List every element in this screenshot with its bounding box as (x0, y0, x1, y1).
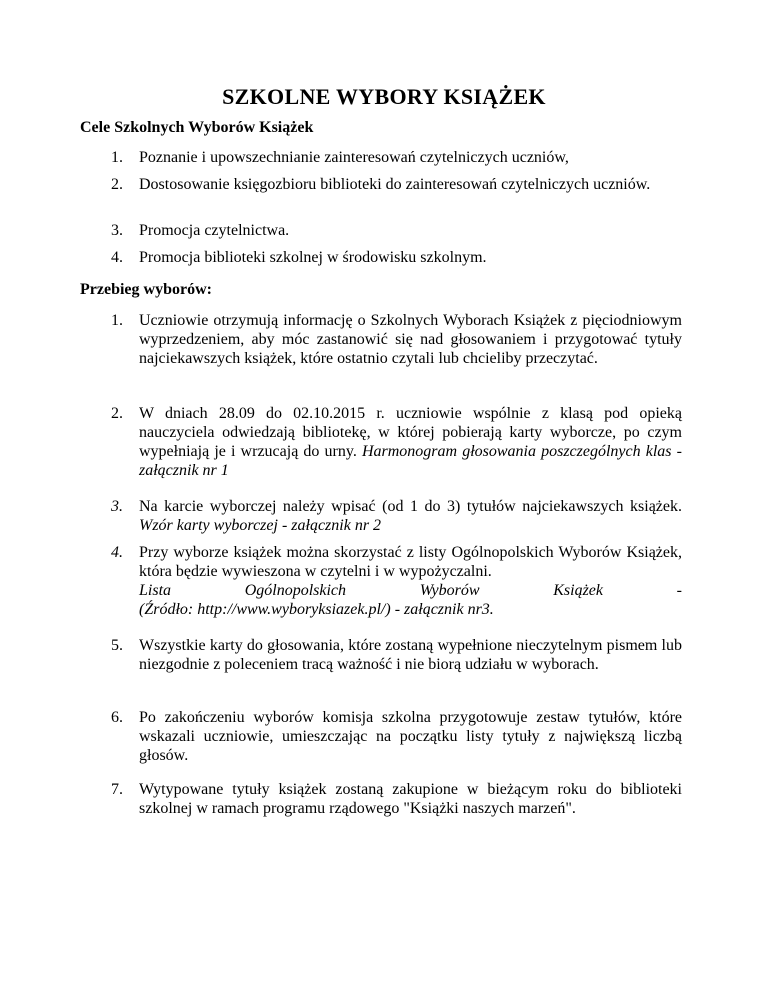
item-text-main: W dniach 28.09 do 02.10.2015 r. uczniowie wspólnie z klasą pod opieką nauczyciela odwiedzają bibliotekę, w której pobierają karty wyborcze, po czym wypełniają je i wrzucają do urny. (139, 405, 682, 460)
item-text: Wytypowane tytuły książek zostaną zakupione w bieżącym roku do biblioteki szkolnej w ramach programu rządowego "Książki naszych marzeń". (139, 781, 682, 817)
goals-heading: Cele Szkolnych Wyborów Książek (80, 119, 314, 136)
item-number: 1. (111, 312, 123, 329)
item-text: Dostosowanie księgozbioru biblioteki do zainteresowań czytelniczych uczniów. (139, 176, 651, 193)
item-text: Poznanie i upowszechnianie zainteresowań czytelniczych uczniów, (139, 149, 569, 166)
item-number: 2. (111, 405, 123, 422)
item-number: 3. (111, 222, 123, 239)
item-text-italic-line: Lista Ogólnopolskich Wyborów Książek - (139, 582, 682, 599)
item-number: 5. (111, 637, 123, 654)
item-text-main: Przy wyborze książek można skorzystać z listy Ogólnopolskich Wyborów Książek, która będzie wywieszona w czytelni i w wypożyczalni. (139, 544, 682, 580)
item-number: 1. (111, 149, 123, 166)
item-text: Uczniowie otrzymują informację o Szkolnych Wyborach Książek z pięciodniowym wyprzedzeniem, aby móc zastanowić się nad głosowaniem i przygotować tytuły najciekawszych książek, które ostatnio czytali lub chcieliby przeczytać. (139, 312, 682, 367)
item-text: Promocja czytelnictwa. (139, 222, 290, 239)
item-number: 7. (111, 781, 123, 798)
item-text: Promocja biblioteki szkolnej w środowisku szkolnym. (139, 249, 487, 266)
item-number: 2. (111, 176, 123, 193)
item-text (139, 543, 682, 619)
item-text-main: Na karcie wyborczej należy wpisać (od 1 do 3) tytułów najciekawszych książek. (139, 498, 682, 515)
item-text-italic: Harmonogram głosowania poszczególnych klas - załącznik nr 1 (139, 443, 682, 479)
item-number: 4. (111, 249, 123, 266)
item-number: 6. (111, 709, 123, 726)
item-number: 4. (111, 544, 123, 561)
item-number: 3. (111, 498, 123, 515)
page-title: SZKOLNE WYBORY KSIĄŻEK (222, 84, 546, 109)
item-text (139, 404, 682, 480)
item-text-italic-source: (Źródło: http://www.wyboryksiazek.pl/) - załącznik nr3. (139, 601, 494, 618)
item-text: Wszystkie karty do głosowania, które zostaną wypełnione nieczytelnym pismem lub niezgodnie z poleceniem tracą ważność i nie biorą udziału w wyborach. (139, 637, 682, 673)
item-text-italic: Wzór karty wyborczej - załącznik nr 2 (139, 517, 382, 534)
steps-heading: Przebieg wyborów: (80, 281, 212, 298)
item-text: Po zakończeniu wyborów komisja szkolna przygotowuje zestaw tytułów, które wskazali uczniowie, umieszczając na początku listy tytuły z największą liczbą głosów. (139, 709, 682, 764)
item-text (139, 497, 682, 535)
